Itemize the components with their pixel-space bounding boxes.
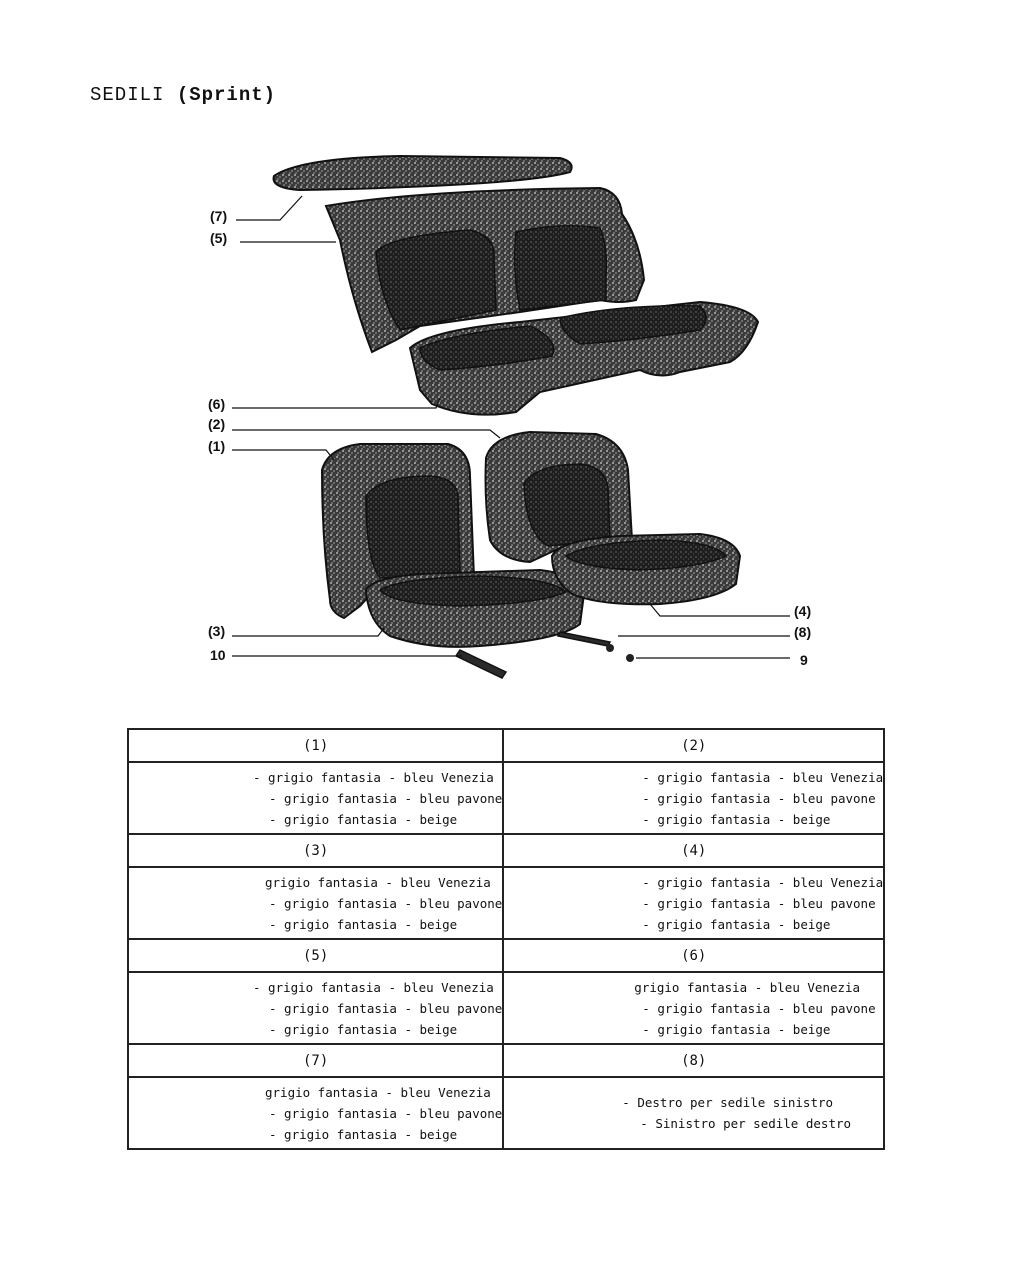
table-row: [128, 972, 884, 1044]
part-label-3: (3): [128, 834, 503, 867]
table-row: [128, 939, 884, 972]
option-line: - grigio fantasia - beige: [269, 1126, 458, 1142]
part-label-8: (8): [503, 1044, 884, 1077]
callout-3: (3): [208, 623, 226, 639]
title-main: SEDILI: [90, 84, 165, 106]
part-options-1: [128, 762, 503, 834]
part-options-5: [128, 972, 503, 1044]
callout-9: 9: [800, 652, 808, 668]
rear-shelf-part: [274, 156, 572, 190]
part-options-8: [503, 1077, 884, 1149]
part-label-2: (2): [503, 729, 884, 762]
seat-rail-part: [456, 650, 506, 678]
option-line: - grigio fantasia - beige: [642, 811, 831, 827]
part-options-3: [128, 867, 503, 939]
option-line: - grigio fantasia - bleu Venezia: [253, 769, 494, 785]
callout-4: (4): [794, 603, 812, 619]
option-line: - grigio fantasia - bleu Venezia: [642, 769, 884, 785]
callout-5: (5): [210, 230, 228, 246]
part-options-7: [128, 1077, 503, 1149]
option-line: - grigio fantasia - beige: [269, 916, 458, 932]
option-line: - grigio fantasia - bleu pavone: [269, 895, 503, 911]
callout-2: (2): [208, 416, 226, 432]
title-sub: (Sprint): [176, 84, 277, 106]
option-line: - Sinistro per sedile destro: [640, 1116, 852, 1131]
table-row: [128, 729, 884, 762]
option-line: - grigio fantasia - bleu pavone: [269, 790, 503, 806]
knob-part-a: [606, 644, 614, 652]
callout-10: 10: [210, 647, 226, 663]
option-line: - Destro per sedile sinistro: [622, 1095, 834, 1110]
option-line: - grigio fantasia - bleu Venezia: [253, 979, 494, 995]
option-line: - grigio fantasia - bleu pavone: [269, 1105, 503, 1121]
option-line: - grigio fantasia - bleu Venezia: [642, 874, 884, 890]
table-row: [128, 1044, 884, 1077]
table-row: [128, 834, 884, 867]
part-options-6: [503, 972, 884, 1044]
option-line: - grigio fantasia - beige: [269, 811, 458, 827]
part-options-4: [503, 867, 884, 939]
option-line: - grigio fantasia - beige: [269, 1021, 458, 1037]
part-options-2: [503, 762, 884, 834]
table-row: [128, 762, 884, 834]
front-left-backrest-panel: [366, 476, 460, 578]
knob-part-b: [626, 654, 634, 662]
option-line: - grigio fantasia - bleu pavone: [269, 1000, 503, 1016]
rear-backrest-panel-right: [515, 226, 607, 310]
part-label-6: (6): [503, 939, 884, 972]
table-row: [128, 1077, 884, 1149]
option-line: - grigio fantasia - bleu pavone: [642, 895, 876, 911]
callout-7: (7): [210, 208, 228, 224]
callout-8: (8): [794, 624, 812, 640]
option-line: grigio fantasia - bleu Venezia: [265, 1084, 491, 1100]
rail-rear-part: [558, 632, 610, 646]
option-line: - grigio fantasia - beige: [642, 1021, 831, 1037]
callout-6: (6): [208, 396, 226, 412]
color-options-table: [127, 728, 885, 1150]
option-line: grigio fantasia - bleu Venezia: [634, 979, 861, 995]
option-line: grigio fantasia - bleu Venezia: [265, 874, 491, 890]
table-row: [128, 867, 884, 939]
callout-1: (1): [208, 438, 226, 454]
option-line: - grigio fantasia - bleu pavone: [642, 790, 876, 806]
option-line: - grigio fantasia - bleu pavone: [642, 1000, 876, 1016]
option-line: - grigio fantasia - beige: [642, 916, 831, 932]
part-label-5: (5): [128, 939, 503, 972]
front-right-backrest-panel: [524, 464, 610, 546]
part-label-7: (7): [128, 1044, 503, 1077]
part-label-4: (4): [503, 834, 884, 867]
part-label-1: (1): [128, 729, 503, 762]
